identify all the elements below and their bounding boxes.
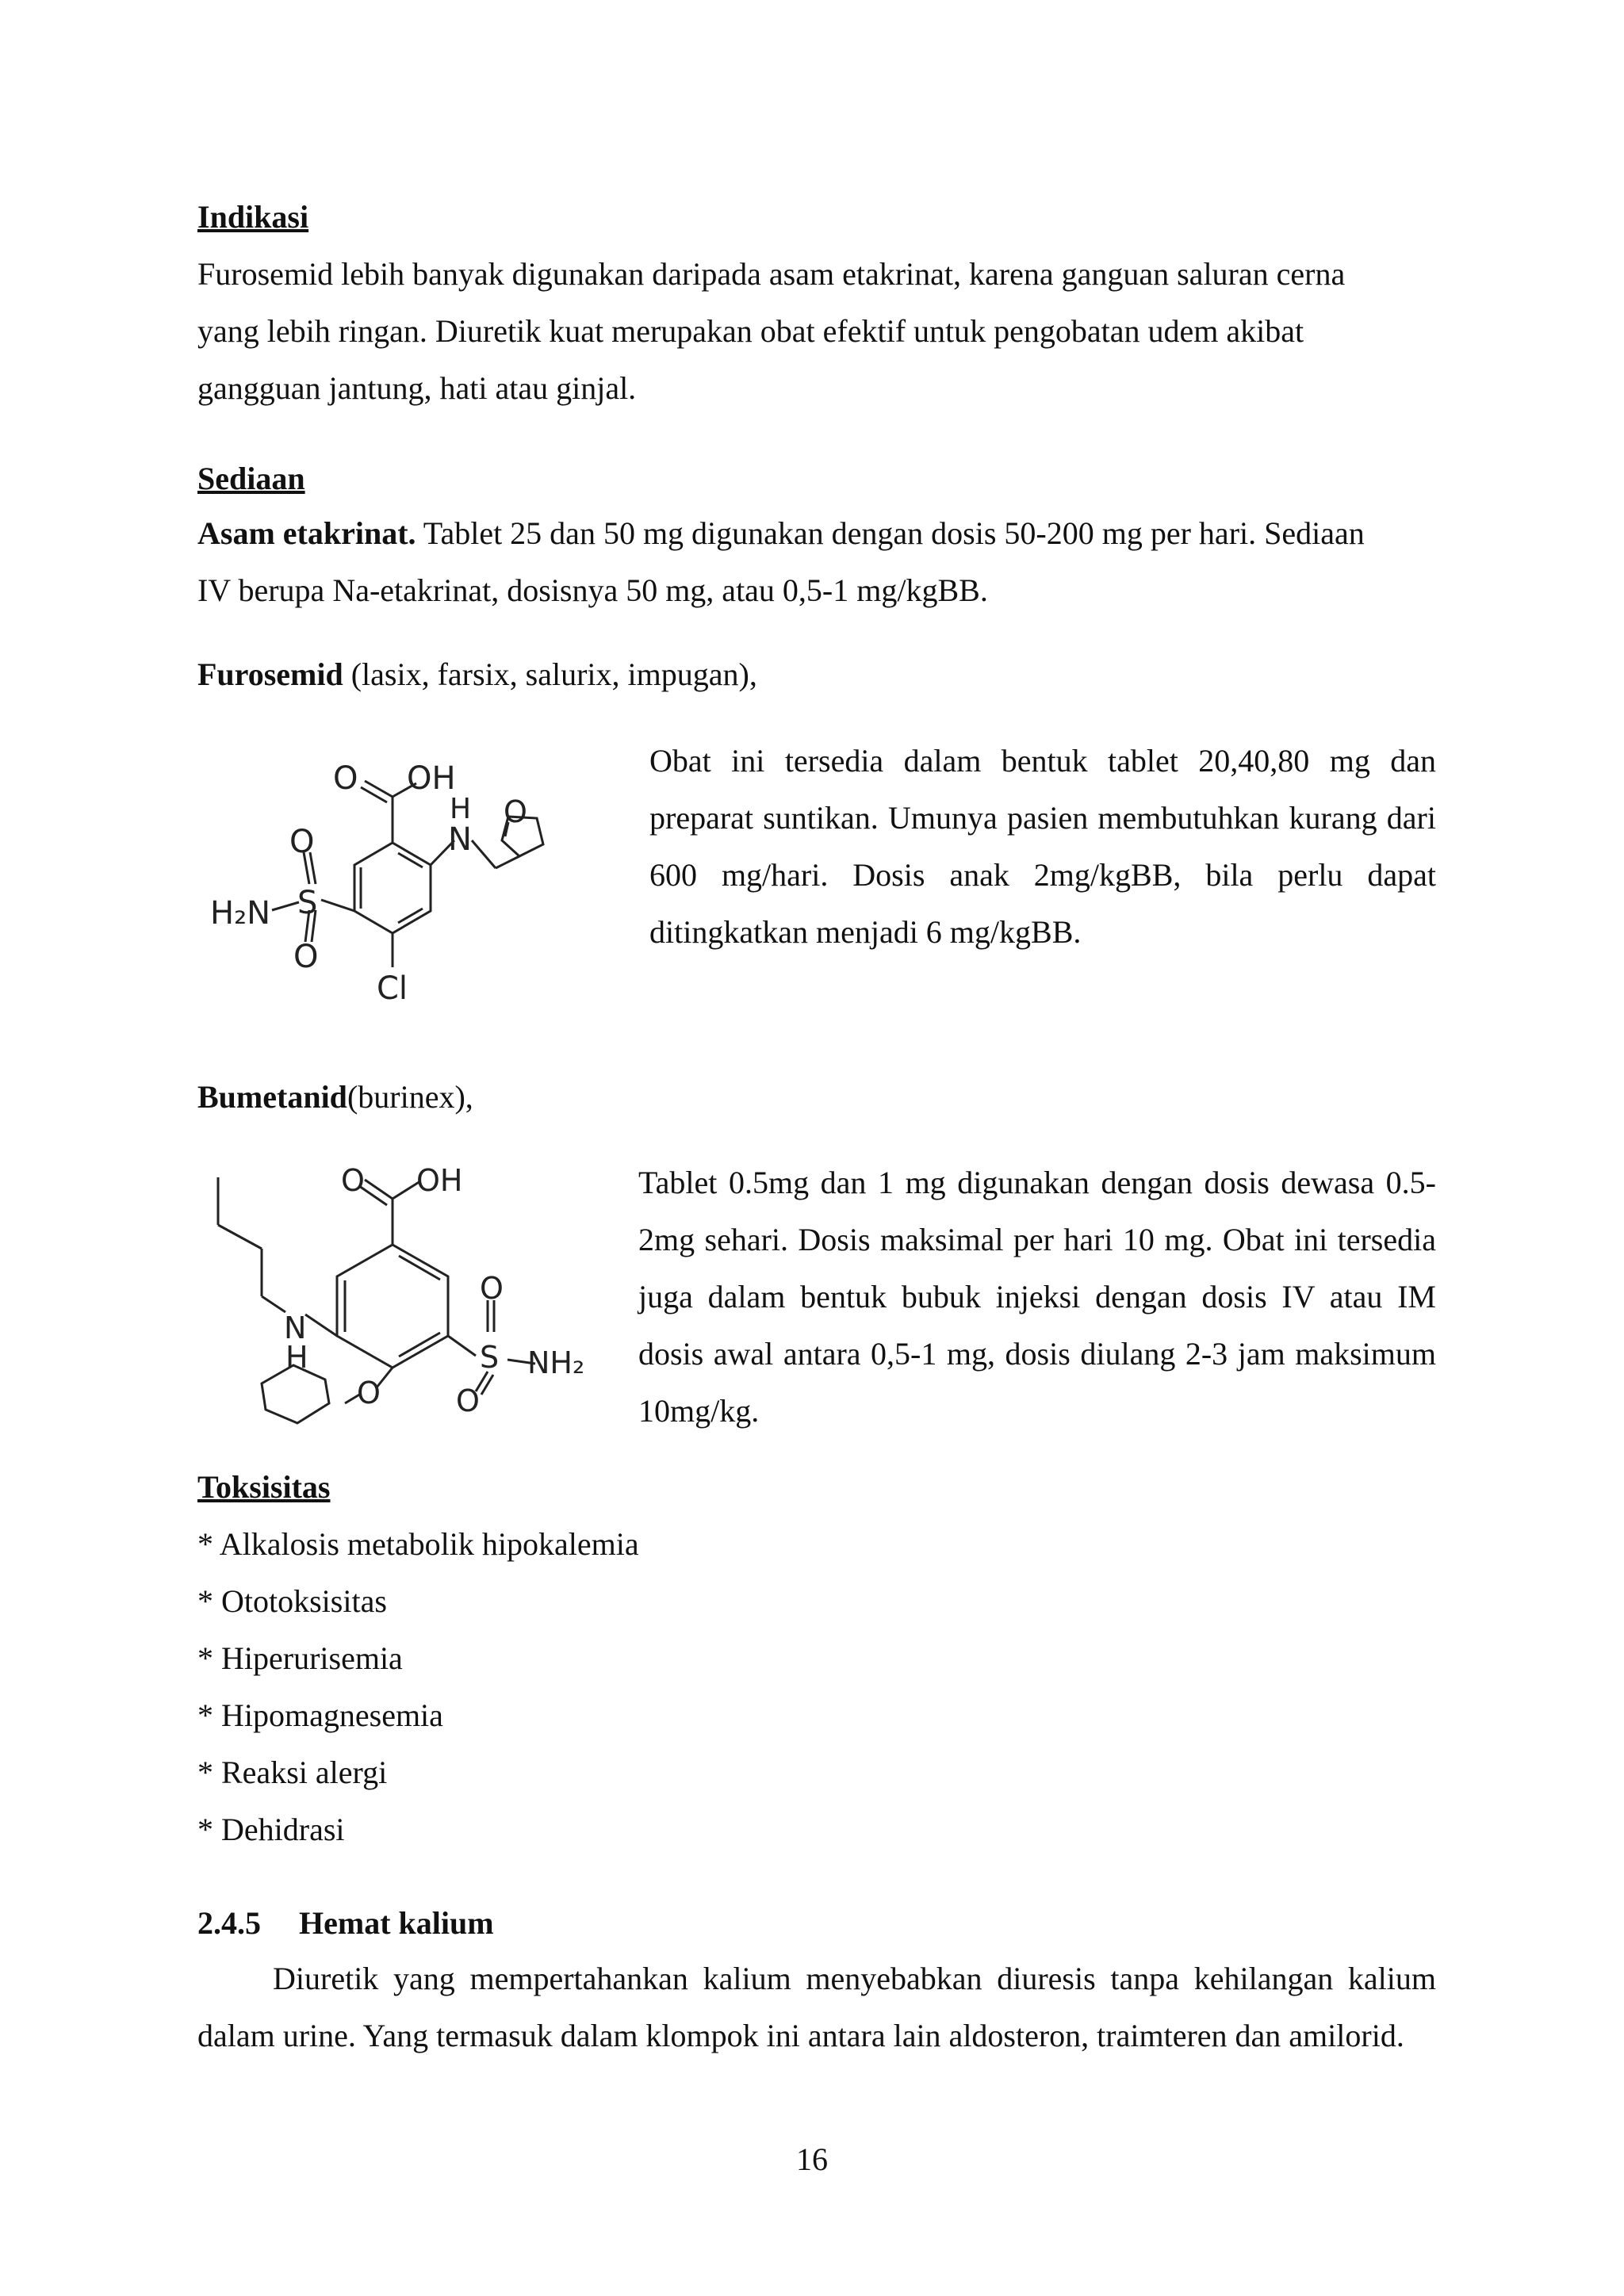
bumetanid-ether-o-label: O (357, 1376, 381, 1410)
bumetanid-n-label: N (284, 1311, 307, 1345)
bumetanid-name: Bumetanid (197, 1079, 347, 1115)
furosemid-h2n-label: H₂N (210, 895, 271, 932)
furosemid-description: Obat ini tersedia dalam bentuk tablet 20,40,80 mg dan preparat suntikan. Umunya pasien membutuhkan kurang dari 600 mg/hari. Dosis anak 2mg/kgBB, bila perlu dapat ditingkatkan menjadi 6 mg/kgBB. (649, 743, 1436, 950)
furosemid-name: Furosemid (197, 656, 343, 692)
indikasi-line-2: yang lebih ringan. Diuretik kuat merupakan obat efektif untuk pengobatan udem akibat (197, 313, 1304, 349)
indikasi-heading: Indikasi (197, 199, 309, 235)
bumetanid-so2-o-top-label: O (480, 1271, 504, 1306)
furosemid-structure-svg (202, 729, 615, 1023)
indikasi-line-3: gangguan jantung, hati atau ginjal. (197, 370, 637, 406)
bumetanid-description: Tablet 0.5mg dan 1 mg digunakan dengan dosis dewasa 0.5-2mg sehari. Dosis maksimal per hari 10 mg. Obat ini tersedia juga dalam bentuk bubuk injeksi dengan dosis IV atau IM dosis awal antara 0,5-1 mg, dosis diulang 2-3 jam maksimum 10mg/kg. (638, 1165, 1436, 1429)
bumetanid-h-label: H (285, 1340, 308, 1375)
furosemid-structure (202, 729, 615, 1023)
page-number: 16 (796, 2141, 828, 2177)
furosemid-o-label: O (333, 760, 358, 797)
toksisitas-item: * Alkalosis metabolik hipokalemia (197, 1526, 639, 1562)
furosemid-oh-label: OH (407, 760, 456, 797)
toksisitas-list (197, 1516, 1436, 1858)
section-number: 2.4.5 (197, 1905, 261, 1941)
toksisitas-heading: Toksisitas (197, 1469, 331, 1505)
furosemid-title (197, 646, 757, 703)
furosemid-so2-o-bottom-label: O (293, 939, 319, 975)
bumetanid-title (197, 1069, 473, 1126)
indikasi-line-1: Furosemid lebih banyak digunakan daripada asam etakrinat, karena ganguan saluran cerna (197, 256, 1346, 292)
furosemid-s-label: S (297, 885, 318, 921)
bumetanid-s-label: S (480, 1340, 500, 1375)
asam-etakrinat-line-1 (197, 505, 1365, 562)
section-title: Hemat kalium (299, 1905, 494, 1941)
toksisitas-item: * Reaksi alergi (197, 1755, 388, 1790)
bumetanid-brands: (burinex), (347, 1079, 473, 1115)
furosemid-furan-o-label: O (504, 794, 527, 829)
toksisitas-item: * Dehidrasi (197, 1812, 345, 1847)
furosemid-n-label: N (448, 821, 472, 858)
section-paragraph: Diuretik yang mempertahankan kalium menyebabkan diuresis tanpa kehilangan kalium dalam urine. Yang termasuk dalam klompok ini antara lain aldosteron, traimteren dan amilorid. (197, 1961, 1436, 2053)
asam-etakrinat-text: Tablet 25 dan 50 mg digunakan dengan dosis 50-200 mg per hari. Sediaan (416, 515, 1365, 551)
asam-etakrinat-label: Asam etakrinat. (197, 515, 416, 551)
bumetanid-o-label: O (341, 1163, 365, 1198)
section-heading (197, 1895, 494, 1952)
bumetanid-structure-svg (202, 1158, 615, 1443)
asam-etakrinat-line-2: IV berupa Na-etakrinat, dosisnya 50 mg, atau 0,5-1 mg/kgBB. (197, 572, 988, 608)
toksisitas-item: * Hiperurisemia (197, 1640, 403, 1676)
bumetanid-structure (202, 1158, 615, 1443)
furosemid-cl-label: Cl (377, 970, 408, 1007)
furosemid-so2-o-top-label: O (289, 824, 315, 860)
toksisitas-item: * Hipomagnesemia (197, 1697, 443, 1733)
sediaan-heading: Sediaan (197, 461, 305, 496)
bumetanid-so2-o-bottom-label: O (456, 1383, 480, 1418)
toksisitas-item: * Ototoksisitas (197, 1583, 387, 1619)
bumetanid-oh-label: OH (416, 1163, 463, 1198)
furosemid-h-label: H (450, 793, 472, 825)
furosemid-brands: (lasix, farsix, salurix, impugan), (343, 656, 757, 692)
bumetanid-nh2-label: NH₂ (527, 1345, 585, 1380)
